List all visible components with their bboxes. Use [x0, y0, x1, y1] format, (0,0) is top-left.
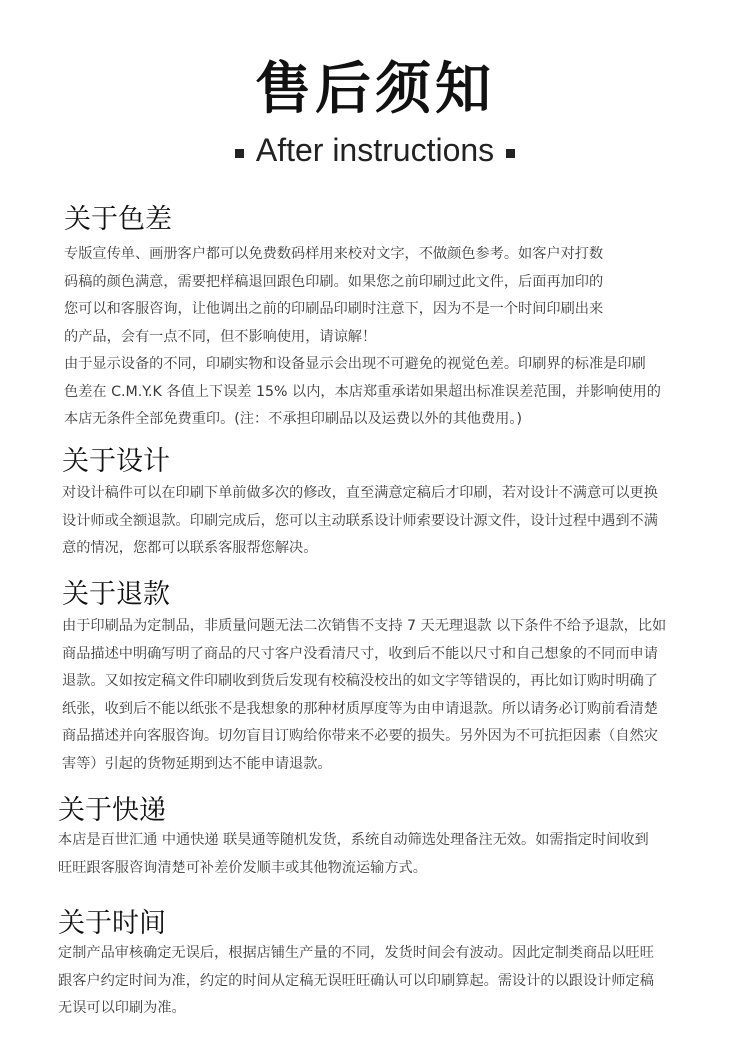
body-line: 专版宣传单、画册客户都可以免费数码样用来校对文字，不做颜色参考。如客户对打数 — [64, 246, 604, 262]
subtitle-text: After instructions — [255, 132, 495, 168]
body-line: 设计师或全额退款。印刷完成后，您可以主动联系设计师索要设计源文件，设计过程中遇到不满 — [62, 512, 658, 529]
body-line: 无误可以印刷为准。 — [58, 1000, 186, 1016]
page-title: 售后须知 — [255, 57, 495, 122]
page-subtitle — [0, 128, 750, 172]
body-line: 商品描述并向客服咨询。切勿盲目订购给你带来不必要的损失。另外因为不可抗拒因素（自然灾 — [62, 728, 658, 744]
section-body — [0, 241, 750, 434]
body-line: 意的情况，您都可以联系客服帮您解决。 — [62, 540, 318, 556]
square-bullet-icon — [235, 149, 244, 158]
section-body — [0, 940, 750, 1023]
body-line: 商品描述中明确写明了商品的尺寸客户没看清尺寸，收到后不能以尺寸和自己想象的不同而申请 — [62, 645, 658, 662]
section-heading: 关于色差 — [64, 204, 172, 235]
body-line: 码稿的颜色满意，需要把样稿退回跟色印刷。如果您之前印刷过此文件，后面再加印的 — [64, 273, 604, 290]
body-line: 跟客户约定时间为准，约定的时间从定稿无误旺旺确认可以印刷算起。需设计的以跟设计师定稿 — [58, 972, 654, 989]
section-heading: 关于快递 — [58, 795, 166, 826]
square-bullet-icon — [506, 149, 515, 158]
section-heading: 关于时间 — [58, 908, 166, 939]
body-line: 本店无条件全部免费重印。(注：不承担印刷品以及运费以外的其他费用。) — [64, 411, 522, 427]
body-line: 害等）引起的货物延期到达不能申请退款。 — [62, 755, 332, 772]
section-heading: 关于退款 — [62, 579, 170, 610]
section-color-difference — [0, 202, 750, 434]
section-heading: 关于设计 — [62, 446, 170, 477]
body-line: 的产品，会有一点不同，但不影响使用，请谅解！ — [64, 328, 377, 345]
body-line: 旺旺跟客服咨询清楚可补差价发顺丰或其他物流运输方式。 — [58, 859, 427, 876]
body-line: 您可以和客服咨询，让他调出之前的印刷品印刷时注意下，因为不是一个时间印刷出来 — [64, 301, 604, 317]
body-line: 对设计稿件可以在印刷下单前做多次的修改，直至满意定稿后才印刷，若对设计不满意可以更换 — [62, 485, 658, 501]
section-body — [0, 613, 750, 778]
body-line: 色差在 C.M.Y.K 各值上下误差 15% 以内，本店郑重承诺如果超出标准误差范围，并影响使用的 — [64, 383, 661, 400]
body-line: 退款。又如按定稿文件印刷收到货后发现有校稿没校出的如文字等错误的，再比如订购时明确了 — [62, 673, 658, 689]
section-body — [0, 480, 750, 563]
body-line: 定制产品审核确定无误后，根据店铺生产量的不同，发货时间会有波动。因此定制类商品以旺旺 — [58, 945, 654, 961]
body-line: 本店是百世汇通 中通快递 联昊通等随机发货，系统自动筛选处理备注无效。如需指定时间收到 — [58, 832, 649, 848]
body-line: 纸张，收到后不能以纸张不是我想象的那种材质厚度等为由申请退款。所以请务必订购前看清楚 — [62, 700, 658, 717]
body-line: 由于显示设备的不同，印刷实物和设备显示会出现不可避免的视觉色差。印刷界的标准是印刷 — [64, 356, 646, 372]
section-time — [0, 906, 750, 1023]
section-delivery — [0, 793, 750, 882]
section-body — [0, 827, 750, 882]
section-refund — [0, 577, 750, 778]
section-design — [0, 444, 750, 563]
body-line: 由于印刷品为定制品，非质量问题无法二次销售不支持 7 天无理退款 以下条件不给予退款，比如 — [62, 618, 667, 634]
